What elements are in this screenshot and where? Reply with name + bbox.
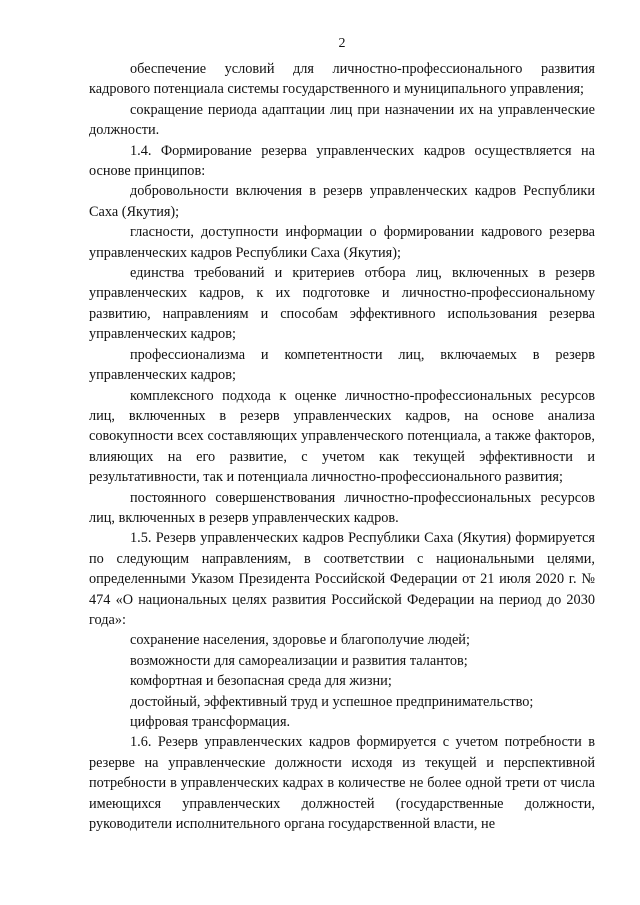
list-item-digital: цифровая трансформация. <box>130 714 291 730</box>
paragraph-development-conditions: обеспечение условий для личностно-профессионального развития кадрового потенциала системы государственного и муниципального управления; <box>89 61 595 98</box>
paragraph-publicity: гласности, доступности информации о формировании кадрового резерва управленческих кадров Республики Саха (Якутия); <box>89 224 595 261</box>
paragraph-unity-of-requirements: единства требований и критериев отбора лиц, включенных в резерв управленческих кадров, к их подготовке и личностно-профессиональному развитию, направлениям и способам эффективного использования резерва управленческих кадров; <box>89 265 595 343</box>
document-body <box>89 59 595 834</box>
paragraph-comprehensive-approach: комплексного подхода к оценке личностно-профессиональных ресурсов лиц, включенных в резерв управленческих кадров, на основе анализа совокупности всех составляющих управленческого потенциала, а также факторов, влияющих на его развитие, с учетом как текущей эффективности и результативности, так и потенциала личностно-профессионального развития; <box>89 387 595 486</box>
list-item-labor: достойный, эффективный труд и успешное предпринимательство; <box>130 693 534 710</box>
document-page <box>89 34 595 834</box>
paragraph-professionalism: профессионализма и компетентности лиц, включаемых в резерв управленческих кадров; <box>89 346 595 384</box>
paragraph-voluntary-inclusion: добровольности включения в резерв управленческих кадров Республики Саха (Якутия); <box>89 183 595 220</box>
paragraph-section-1-4: 1.4. Формирование резерва управленческих кадров осуществляется на основе принципов: <box>89 142 595 180</box>
list-item-environment: комфортная и безопасная среда для жизни; <box>130 673 392 690</box>
paragraph-adaptation-period: сокращение периода адаптации лиц при назначении их на управленческие должности. <box>89 101 595 139</box>
page-number: 2 <box>338 36 346 51</box>
paragraph-section-1-6: 1.6. Резерв управленческих кадров формируется с учетом потребности в резерве на управленческие должности исходя из текущей и перспективной потребности в управленческих кадрах в количестве не более одной трети от числа имеющихся управленческих должностей (государственные должности, руководители исполнительного органа государственной власти, не <box>89 734 595 833</box>
list-item-population: сохранение населения, здоровье и благополучие людей; <box>130 632 470 649</box>
paragraph-section-1-5: 1.5. Резерв управленческих кадров Республики Саха (Якутия) формируется по следующим направлениям, в соответствии с национальными целями, определенными Указом Президента Российской Федерации от 21 июля 2020 г. № 474 «О национальных целях развития Российской Федерации на период до 2030 года»: <box>89 530 595 628</box>
paragraph-continuous-improvement: постоянного совершенствования личностно-профессиональных ресурсов лиц, включенных в резерв управленческих кадров. <box>89 489 595 526</box>
list-item-talents: возможности для самореализации и развития талантов; <box>130 652 468 669</box>
